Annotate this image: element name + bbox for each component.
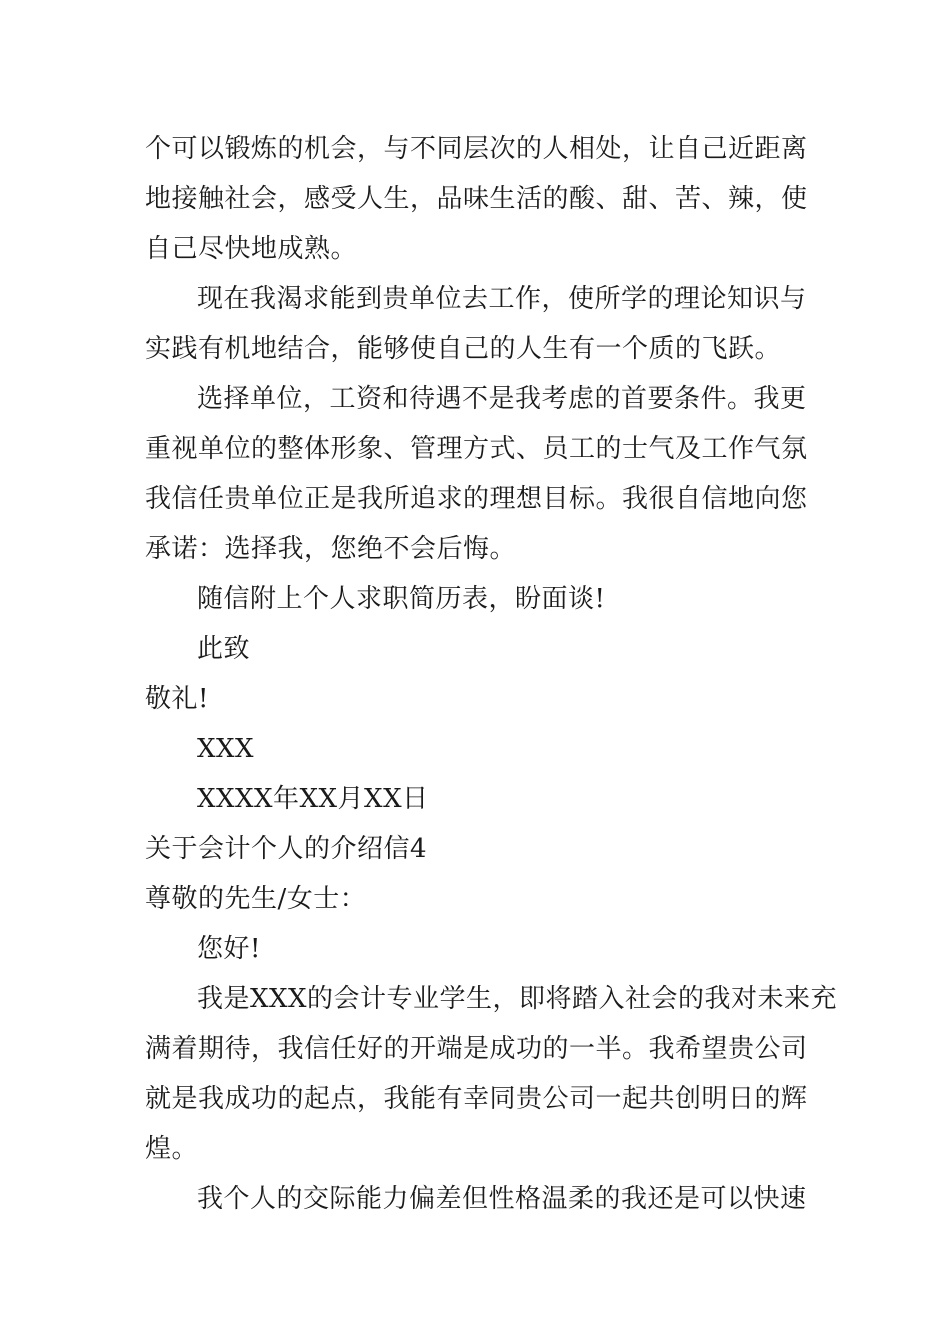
- text-line: 地接触社会，感受人生，品味生活的酸、甜、苦、辣，使: [145, 184, 808, 214]
- closing-salutation: 此致: [197, 634, 251, 664]
- paragraph-first-line: 我个人的交际能力偏差但性格温柔的我还是可以快速: [197, 1184, 807, 1214]
- text-line: 重视单位的整体形象、管理方式、员工的士气及工作气氛: [145, 434, 808, 464]
- paragraph-first-line: 现在我渴求能到贵单位去工作，使所学的理论知识与: [197, 284, 807, 314]
- greeting: 您好!: [197, 934, 261, 964]
- text-line: 个可以锻炼的机会，与不同层次的人相处，让自己近距离: [145, 134, 808, 164]
- text-line: 就是我成功的起点，我能有幸同贵公司一起共创明日的辉: [145, 1084, 808, 1114]
- signature-date: XXXX年XX月XX日: [197, 784, 429, 814]
- attachment-note: 随信附上个人求职简历表，盼面谈!: [197, 584, 606, 614]
- paragraph-first-line: 选择单位，工资和待遇不是我考虑的首要条件。我更: [197, 384, 807, 414]
- text-line: 煌。: [145, 1134, 199, 1164]
- signature-name: XXX: [197, 734, 255, 764]
- text-line: 我信任贵单位正是我所追求的理想目标。我很自信地向您: [145, 484, 808, 514]
- text-line: 实践有机地结合，能够使自己的人生有一个质的飞跃。: [145, 334, 782, 364]
- text-line: 承诺：选择我，您绝不会后悔。: [145, 534, 517, 564]
- text-line: 自己尽快地成熟。: [145, 234, 358, 264]
- closing-regards: 敬礼!: [145, 684, 209, 714]
- section-title: 关于会计个人的介绍信4: [145, 834, 428, 864]
- letter-salutation: 尊敬的先生/女士：: [145, 884, 367, 914]
- paragraph-first-line: 我是XXX的会计专业学生，即将踏入社会的我对未来充: [197, 984, 838, 1014]
- text-line: 满着期待，我信任好的开端是成功的一半。我希望贵公司: [145, 1034, 808, 1064]
